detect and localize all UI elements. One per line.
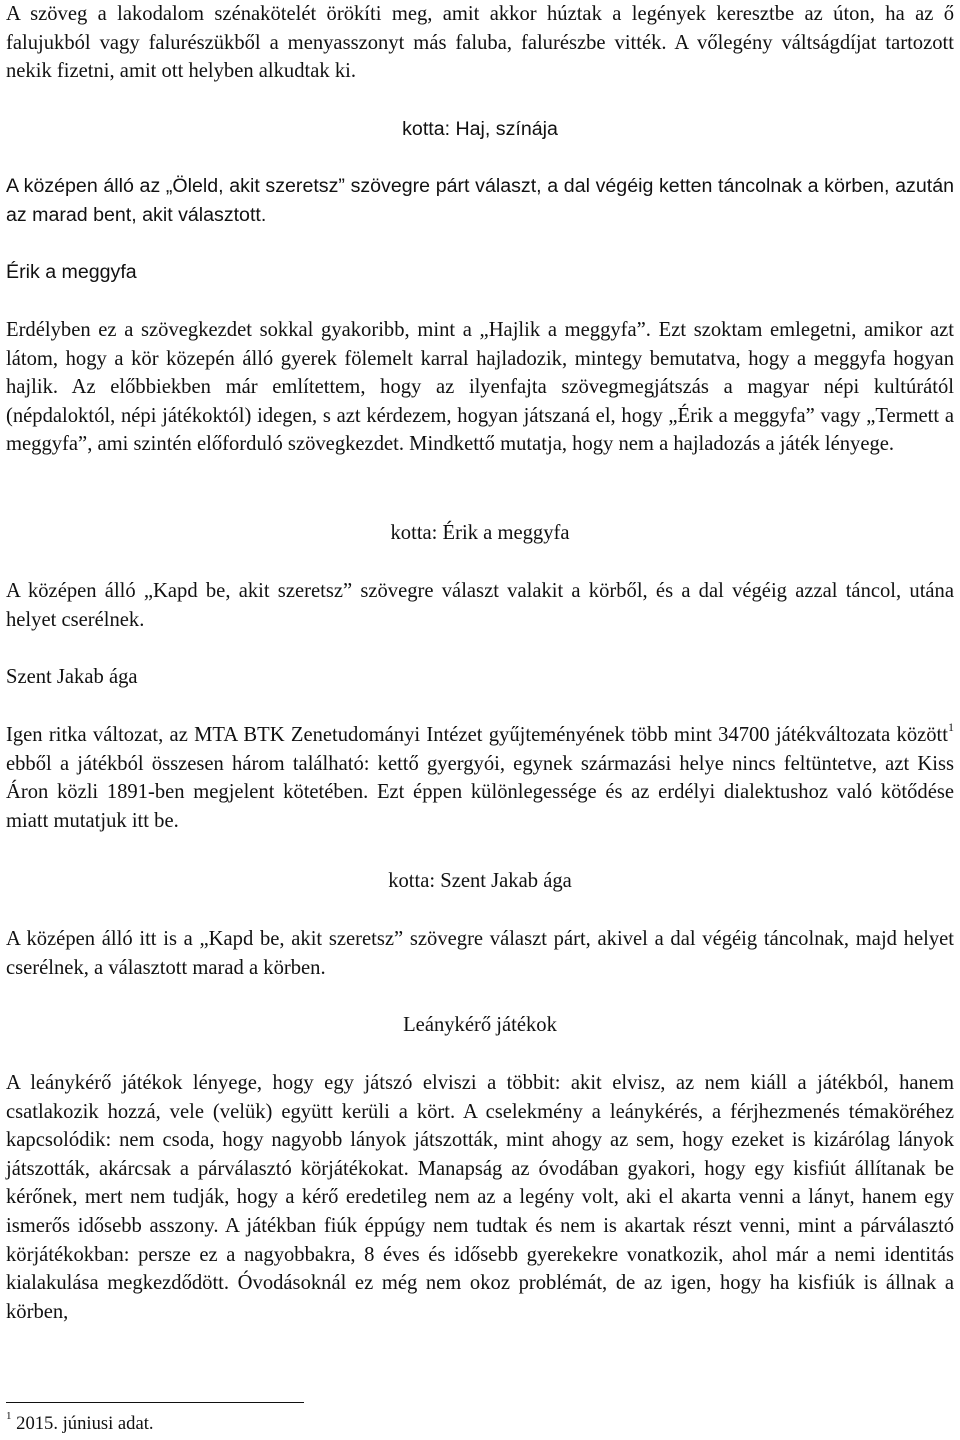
footnote (6, 1409, 154, 1436)
footnote-reference[interactable]: 1 (948, 720, 954, 735)
footnote-text: 2015. júniusi adat. (16, 1413, 154, 1434)
section-heading-szent-jakab-aga: Szent Jakab ága (6, 666, 138, 688)
paragraph-lakodalom: A szöveg a lakodalom szénakötelét örökíti meg, amit akkor húztak a legények keresztbe az úton, ha az ő falujukból vagy falurészükből a menyasszonyt más faluba, falurészbe vitték. A vőlegény váltságdíjat tartozott nekik fizetni, amit ott helyben alkudtak ki. (6, 3, 954, 83)
score-caption-szent-jakab-aga: kotta: Szent Jakab ága (388, 870, 572, 892)
score-caption-erik-a-meggyfa: kotta: Érik a meggyfa (390, 522, 570, 544)
score-caption-haj-szinaja: kotta: Haj, színája (402, 118, 558, 140)
paragraph-erdelyben: Erdélyben ez a szövegkezdet sokkal gyakoribb, mint a „Hajlik a meggyfa”. Ezt szoktam emlegetni, amikor azt látom, hogy a kör közepén álló gyerek fölemelt karral hajladozik, mintegy bemutatva, hogy a meggyfa hogyan hajlik. Az előbbiekben már említettem, hogy az ilyenfajta szövegmegjátszás a magyar népi kultúrától (népdaloktól, népi játékoktól) idegen, s azt kérdezem, hogyan játszaná el, hogy „Érik a meggyfa” vagy „Termett a meggyfa”, ami szintén előforduló szövegkezdet. Mindkettő mutatja, hogy nem a hajladozás a játék lényege. (6, 319, 954, 456)
footnote-separator (6, 1402, 304, 1403)
section-heading-leanykero-jatekok: Leánykérő játékok (403, 1014, 557, 1036)
paragraph-igen-ritka-part2: ebből a játékból összesen három található: kettő gyergyói, egynek származási helye nincs feltüntetve, azt Kiss Áron közli 1891-ben megjelent kötetében. Ezt éppen különlegessége és az erdélyi dialektushoz való kötődése miatt mutatjuk itt be. (6, 752, 954, 832)
paragraph-kapd-be: A középen álló „Kapd be, akit szeretsz” szövegre választ valakit a körből, és a dal végéig azzal táncol, utána helyet cserélnek. (6, 580, 954, 631)
paragraph-igen-ritka (6, 721, 954, 835)
section-heading-erik-a-meggyfa: Érik a meggyfa (6, 261, 137, 283)
paragraph-leanykero: A leánykérő játékok lényege, hogy egy játszó elviszi a többit: akit elvisz, az nem kiáll a játékból, hanem csatlakozik hozzá, vele (velük) együtt kerüli a kört. A cselekmény a leánykérés, a férjhezmenés témaköréhez kapcsolódik: nem csoda, hogy nagyobb lányok játszották, mint ahogy az sem, hogy ezeket is kizárólag lányok játszották, akárcsak a párválasztó körjátékokat. Manapság az óvodában gyakori, hogy egy kisfiút állítanak be kérőnek, mert nem tudják, hogy a kérő eredetileg nem az a legény volt, aki el akarta venni a lányt, hanem egy ismerős idősebb asszony. A játékban fiúk éppúgy nem tudtak és nem is akartak részt venni, mint a párválasztó körjátékokban: persze ez a nagyobbakra, 8 éves és idősebb gyerekekre vonatkozik, ahol már a nemi identitás kialakulása megkezdődött. Óvodásoknál ez még nem okoz problémát, de az igen, hogy ha kisfiúk is állnak a körben, (6, 1072, 954, 1323)
paragraph-igen-ritka-part1: Igen ritka változat, az MTA BTK Zenetudományi Intézet gyűjteményének több mint 34700 játékváltozata között (6, 724, 948, 746)
paragraph-kozepen-allo-itt-is: A középen álló itt is a „Kapd be, akit szeretsz” szövegre választ párt, akivel a dal végéig táncolnak, majd helyet cserélnek, a választott marad a körben. (6, 928, 954, 979)
paragraph-oleld: A középen álló az „Öleld, akit szeretsz” szövegre párt választ, a dal végéig ketten táncolnak a körben, azután az marad bent, akit választott. (6, 175, 954, 226)
footnote-number: 1 (6, 1409, 12, 1422)
